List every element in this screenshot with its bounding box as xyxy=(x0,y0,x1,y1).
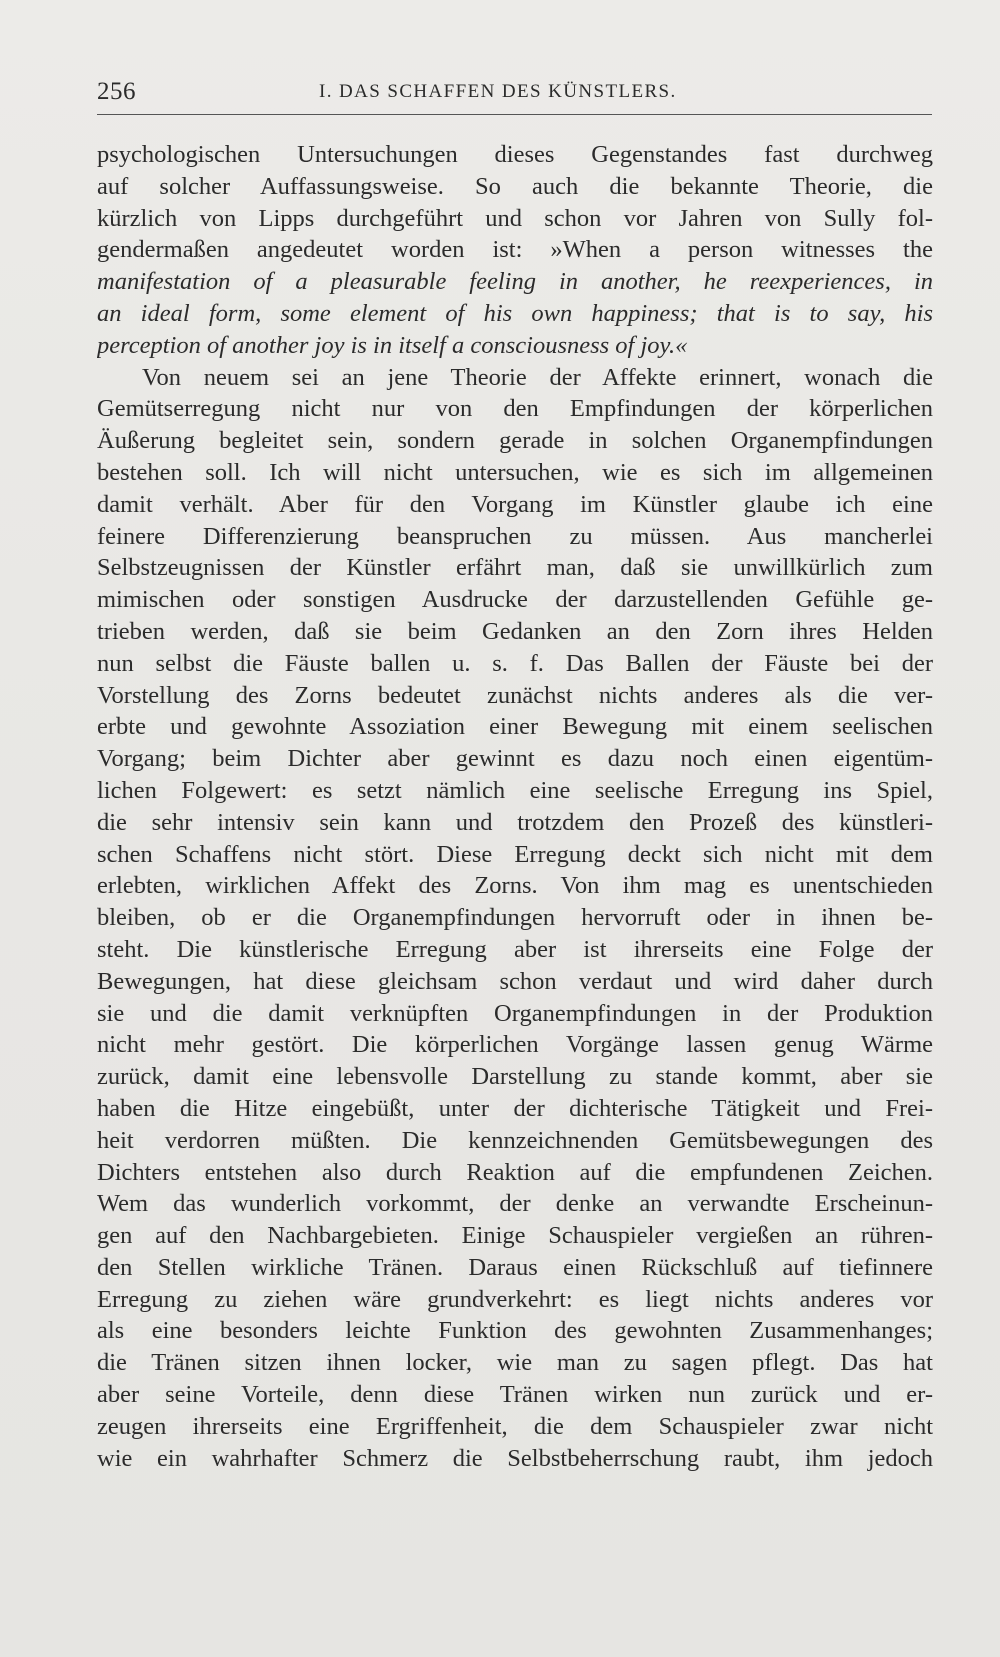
text-line: wie ein wahrhafter Schmerz die Selbstbeherrschung raubt, ihm jedoch xyxy=(97,1444,933,1472)
text-line: psychologischen Untersuchungen dieses Gegenstandes fast durchweg xyxy=(97,141,933,168)
text-line: bestehen soll. Ich will nicht untersuchen, wie es sich im allgemeinen xyxy=(97,458,933,486)
text-line: Dichters entstehen also durch Reaktion auf die empfundenen Zeichen. xyxy=(97,1158,933,1186)
text-line: Wem das wunderlich vorkommt, der denke an verwandte Erscheinun- xyxy=(97,1190,933,1218)
text-line: steht. Die künstlerische Erregung aber ist ihrerseits eine Folge der xyxy=(97,935,933,963)
text-line: mimischen oder sonstigen Ausdrucke der darzustellenden Gefühle ge- xyxy=(97,586,933,614)
text-line: Erregung zu ziehen wäre grundverkehrt: es liegt nichts anderes vor xyxy=(97,1285,933,1313)
text-line: bleiben, ob er die Organempfindungen hervorruft oder in ihnen be- xyxy=(97,904,933,932)
text-line: zeugen ihrerseits eine Ergriffenheit, die dem Schauspieler zwar nicht xyxy=(97,1412,933,1440)
text-line: als eine besonders leichte Funktion des gewohnten Zusammenhanges; xyxy=(97,1317,933,1345)
text-line: gendermaßen angedeutet worden ist: »When a person witnesses the xyxy=(97,236,933,264)
text-line: Bewegungen, hat diese gleichsam schon verdaut und wird daher durch xyxy=(97,967,933,995)
text-line: schen Schaffens nicht stört. Diese Erregung deckt sich nicht mit dem xyxy=(97,840,933,868)
text-line: aber seine Vorteile, denn diese Tränen wirken nun zurück und er- xyxy=(97,1381,933,1409)
running-head-title: I. DAS SCHAFFEN DES KÜNSTLERS. xyxy=(319,81,677,102)
text-line: erbte und gewohnte Assoziation einer Bewegung mit einem seelischen xyxy=(97,713,933,741)
text-line: perception of another joy is in itself a consciousness of joy.« xyxy=(97,331,688,359)
text-line: Gemütserregung nicht nur von den Empfindungen der körperlichen xyxy=(97,395,933,423)
text-line: manifestation of a pleasurable feeling in another, he reexperiences, in xyxy=(97,268,933,296)
text-line: Vorgang; beim Dichter aber gewinnt es dazu noch einen eigentüm- xyxy=(97,745,933,773)
text-line: nun selbst die Fäuste ballen u. s. f. Das Ballen der Fäuste bei der xyxy=(97,649,933,677)
text-line: kürzlich von Lipps durchgeführt und schon vor Jahren von Sully fol- xyxy=(97,204,933,232)
text-line: auf solcher Auffassungsweise. So auch die bekannte Theorie, die xyxy=(97,172,933,200)
text-line: an ideal form, some element of his own happiness; that is to say, his xyxy=(97,299,933,327)
text-line: heit verdorren müßten. Die kennzeichnenden Gemütsbewegungen des xyxy=(97,1126,933,1154)
text-line: erlebten, wirklichen Affekt des Zorns. Von ihm mag es unentschieden xyxy=(97,872,933,900)
text-line: zurück, damit eine lebensvolle Darstellung zu stande kommt, aber sie xyxy=(97,1063,933,1091)
text-line: lichen Folgewert: es setzt nämlich eine seelische Erregung ins Spiel, xyxy=(97,776,933,804)
body-text xyxy=(97,139,933,1474)
text-line: die Tränen sitzen ihnen locker, wie man zu sagen pflegt. Das hat xyxy=(97,1349,933,1377)
running-head xyxy=(97,78,932,115)
text-line: damit verhält. Aber für den Vorgang im Künstler glaube ich eine xyxy=(97,490,933,518)
text-line: gen auf den Nachbargebieten. Einige Schauspieler vergießen an rühren- xyxy=(97,1222,933,1250)
text-line: haben die Hitze eingebüßt, unter der dichterische Tätigkeit und Frei- xyxy=(97,1094,933,1122)
text-line: feinere Differenzierung beanspruchen zu müssen. Aus mancherlei xyxy=(97,522,933,550)
text-line: Von neuem sei an jene Theorie der Affekte erinnert, wonach die xyxy=(142,363,933,391)
text-line: Selbstzeugnissen der Künstler erfährt man, daß sie unwillkürlich zum xyxy=(97,554,933,582)
text-line: den Stellen wirkliche Tränen. Daraus einen Rückschluß auf tiefinnere xyxy=(97,1253,933,1281)
text-line: nicht mehr gestört. Die körperlichen Vorgänge lassen genug Wärme xyxy=(97,1031,933,1059)
text-line: trieben werden, daß sie beim Gedanken an den Zorn ihres Helden xyxy=(97,617,933,645)
text-line: sie und die damit verknüpften Organempfindungen in der Produktion xyxy=(97,999,933,1027)
text-line: die sehr intensiv sein kann und trotzdem den Prozeß des künstleri- xyxy=(97,808,933,836)
text-line: Vorstellung des Zorns bedeutet zunächst nichts anderes als die ver- xyxy=(97,681,933,709)
page-number: 256 xyxy=(97,78,136,105)
text-line: Äußerung begleitet sein, sondern gerade in solchen Organempfindungen xyxy=(97,427,933,455)
